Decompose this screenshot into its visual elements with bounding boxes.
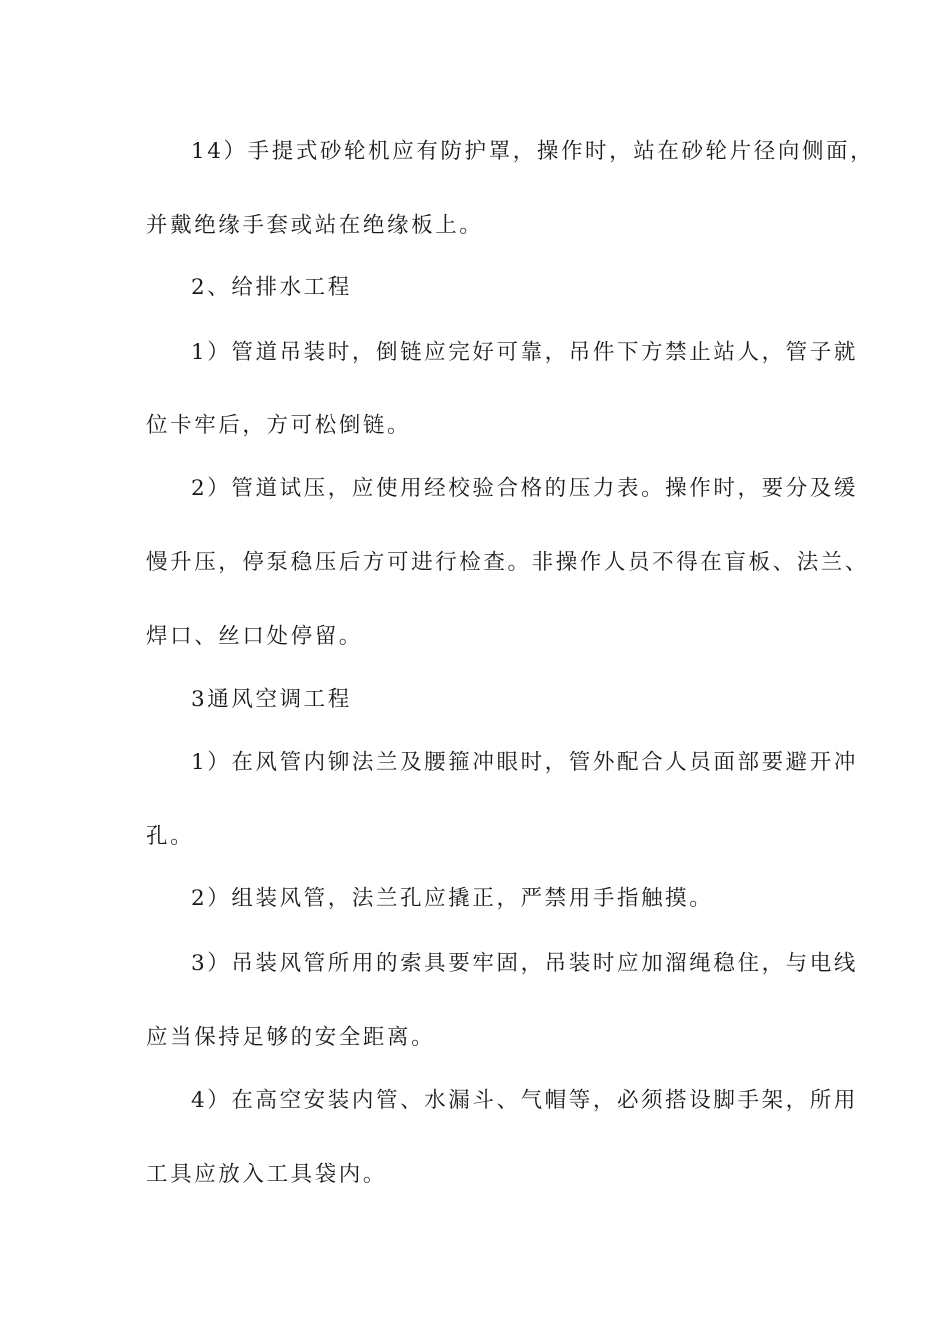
paragraph-line: 14）手提式砂轮机应有防护罩，操作时，站在砂轮片径向侧面， <box>191 139 875 164</box>
section-heading: 3通风空调工程 <box>191 687 352 712</box>
paragraph-line: 3）吊装风管所用的索具要牢固，吊装时应加溜绳稳住，与电线 <box>191 951 858 976</box>
paragraph-line: 应当保持足够的安全距离。 <box>146 1025 436 1050</box>
section-heading: 2、给排水工程 <box>191 275 352 300</box>
paragraph-line: 焊口、丝口处停留。 <box>146 624 363 649</box>
paragraph-line: 位卡牢后，方可松倒链。 <box>146 413 412 438</box>
paragraph-line: 2）组装风管，法兰孔应撬正，严禁用手指触摸。 <box>191 886 714 911</box>
paragraph-line: 2）管道试压，应使用经校验合格的压力表。操作时，要分及缓 <box>191 476 858 501</box>
paragraph-line: 4）在高空安装内管、水漏斗、气帽等，必须搭设脚手架，所用 <box>191 1088 858 1113</box>
paragraph-line: 慢升压，停泵稳压后方可进行检查。非操作人员不得在盲板、法兰、 <box>146 550 870 575</box>
paragraph-line: 1）在风管内铆法兰及腰箍冲眼时，管外配合人员面部要避开冲 <box>191 750 858 775</box>
paragraph-line: 孔。 <box>146 824 195 849</box>
paragraph-line: 1）管道吊装时，倒链应完好可靠，吊件下方禁止站人，管子就 <box>191 340 858 365</box>
paragraph-line: 并戴绝缘手套或站在绝缘板上。 <box>146 213 484 238</box>
paragraph-line: 工具应放入工具袋内。 <box>146 1162 388 1187</box>
